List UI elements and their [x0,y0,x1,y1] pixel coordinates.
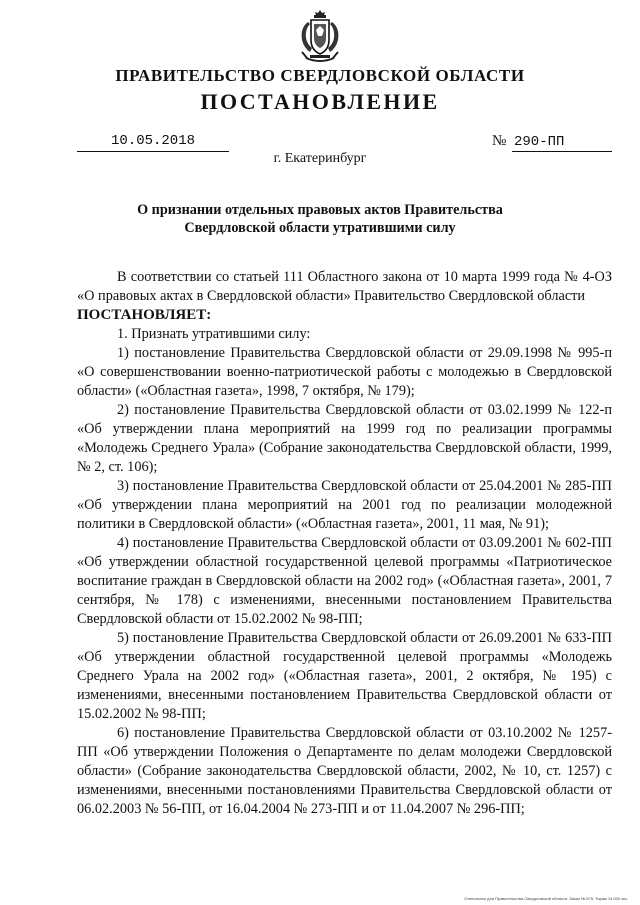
sub-item-6: 6) постановление Правительства Свердловской области от 03.10.2002 № 1257-ПП «Об утверждении Положения о Департаменте по делам молодежи Свердловской области» (Собрание законодательства Свердловской области, 2002, № 10, ст. 1257) с изменениями, внесенными постановлениями Правительства Свердловской области от 06.02.2003 № 56-ПП, от 16.04.2004 № 273-ПП и от 11.04.2007 № 296-ПП; [77,725,612,817]
sub-item-2: 2) постановление Правительства Свердловской области от 03.02.1999 № 122-п «Об утверждении плана мероприятий на 1999 год по реализации программы «Молодежь Среднего Урала» (Собрание законодательства Свердловской области, 1999, № 2, ст. 106); [77,402,612,475]
print-footer: Отпечатано для Правительства Свердловской области. Заказ № 575. Тираж 14 000 экз. [464,896,628,901]
item-1: 1. Признать утратившими силу: [117,326,311,342]
document-body [77,268,612,819]
sub-item-5: 5) постановление Правительства Свердловской области от 26.09.2001 № 633-ПП «Об утверждении областной государственной целевой программы «Молодежь Среднего Урала на 2002 год» («Областная газета», 2001, 2 октября, № 195) с изменениями, внесенными постановлением Правительства Свердловской области от 15.02.2002 № 98-ПП; [77,630,612,722]
number-sign: № [492,133,507,149]
document-number-block [492,132,612,152]
document-number: 290-ПП [512,133,612,152]
document-type: ПОСТАНОВЛЕНИЕ [200,89,440,114]
sub-item-1: 1) постановление Правительства Свердловской области от 29.09.1998 № 995-п «О совершенствовании военно-патриотической работы с молодежью в Свердловской области» («Областная газета», 1998, 7 октября, № 179); [77,345,612,399]
coat-of-arms-icon [298,8,342,64]
document-date: 10.05.2018 [77,133,229,152]
title-line-2: Свердловской области утратившими силу [184,220,456,236]
resolves-heading: ПОСТАНОВЛЯЕТ: [77,307,212,323]
title-line-1: О признании отдельных правовых актов Правительства [137,202,503,218]
document-title [0,201,640,237]
issuing-authority: ПРАВИТЕЛЬСТВО СВЕРДЛОВСКОЙ ОБЛАСТИ [115,66,525,85]
intro-paragraph: В соответствии со статьей 111 Областного закона от 10 марта 1999 года № 4-ОЗ «О правовых актах в Свердловской области» Правительство Свердловской области [77,269,612,304]
sub-item-4: 4) постановление Правительства Свердловской области от 03.09.2001 № 602-ПП «Об утверждении областной государственной целевой программы «Патриотическое воспитание граждан в Свердловской области на 2002 год» («Областная газета», 2001, 7 сентября, № 178) с изменениями, внесенными постановлением Правительства Свердловской области от 15.02.2002 № 98-ПП; [77,535,612,627]
sub-item-3: 3) постановление Правительства Свердловской области от 25.04.2001 № 285-ПП «Об утверждении плана мероприятий на 2001 год по реализации молодежной политики в Свердловской области» («Областная газета», 2001, 11 мая, № 91); [77,478,612,532]
city: г. Екатеринбург [273,151,367,166]
